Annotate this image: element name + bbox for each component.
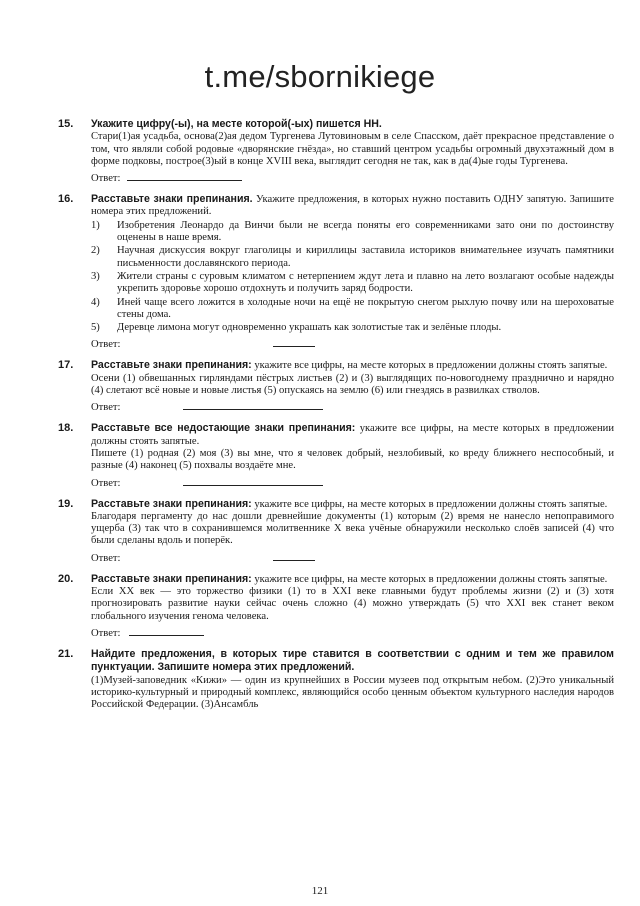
task-question xyxy=(91,193,614,219)
item-number: 1) xyxy=(91,219,100,231)
item-number: 3) xyxy=(91,270,100,282)
task-text: Пишете (1) родная (2) моя (3) вы мне, что я человек добрый, незлобивый, ко вреду ближнего неспособный, и разные (4) наконец (5) похвалы воздаёте мне. xyxy=(91,447,614,472)
task-question-rest: Укажите предложения, в которых нужно поставить ОДНУ запятую. Запишите номера этих предложений. xyxy=(91,194,614,218)
answer-label: Ответ: xyxy=(91,339,121,351)
task-question-bold: Расставьте все недостающие знаки препинания: xyxy=(91,422,356,435)
task-question-bold: Расставьте знаки препинания: xyxy=(91,359,252,372)
task-number: 15. xyxy=(58,118,74,130)
task-question xyxy=(91,422,614,448)
item-text: Жители страны с суровым климатом с нетерпением ждут лета и плавно на лето возлагают особые надежды укрепить здоровье хорошо отдохнуть и получить заряд бодрости. xyxy=(117,270,614,295)
answer-field[interactable] xyxy=(183,476,323,486)
item-number: 2) xyxy=(91,245,100,257)
task-question-bold: Расставьте знаки препинания: xyxy=(91,572,252,585)
answer-field[interactable] xyxy=(183,400,323,410)
answer-line xyxy=(91,337,614,351)
task-number: 21. xyxy=(58,647,74,660)
task-question-bold: Расставьте знаки препинания. xyxy=(91,193,253,206)
task-text: (1)Музей-заповедник «Кижи» — один из крупнейших в России музеев под открытым небом. (2)Это уникальный историко-культурный и природный комплекс, являющийся особо ценным объектом культурного наследия народов Российской Федерации. (3)Ансамбль xyxy=(91,674,614,711)
answer-line xyxy=(91,626,614,640)
task-15 xyxy=(58,118,614,185)
answer-label: Ответ: xyxy=(91,477,121,489)
item-text: Изобретения Леонардо да Винчи были не всегда поняты его современниками зато они по достоинству оценены в наше время. xyxy=(117,219,614,244)
task-18 xyxy=(58,422,614,489)
answer-field[interactable] xyxy=(129,626,204,636)
answer-line xyxy=(91,400,614,414)
task-text: Осени (1) обвешанных гирляндами пёстрых листьев (2) и (3) выглядящих по-новогоднему празднично и нарядно (4) слетают всё новые и новые листья (5) опускаясь на землю (6) или гнездясь в развилках стволов. xyxy=(91,372,614,397)
answer-line xyxy=(91,171,614,185)
task-question-rest: укажите все цифры, на месте которых в предложении должны стоять запятые. xyxy=(251,498,608,510)
answer-label: Ответ: xyxy=(91,402,121,414)
answer-field[interactable] xyxy=(127,171,242,181)
task-number: 17. xyxy=(58,359,74,372)
task-question-text: Укажите цифру(-ы), на месте которой(-ых) пишется НН. xyxy=(91,118,382,130)
task-text: Благодаря пергаменту до нас дошли древнейшие документы (1) которым (2) время не нанесло непоправимого ущерба (3) так что в сохранившемся молитвеннике X века учёные обнаружили несколько слоёв записей (4) что были сделаны вдоль и поперёк. xyxy=(91,510,614,547)
task-question-bold: Расставьте знаки препинания: xyxy=(91,497,252,510)
task-question xyxy=(91,498,614,511)
list-item xyxy=(91,245,614,270)
list-item xyxy=(91,271,614,296)
task-question-rest: укажите все цифры, на месте которых в предложении должны стоять запятые. xyxy=(251,360,608,372)
task-question xyxy=(91,118,614,131)
answer-line xyxy=(91,551,614,565)
task-question xyxy=(91,648,614,675)
task-question-rest: укажите все цифры, на месте которых в предложении должны стоять запятые. xyxy=(91,423,614,447)
item-number: 4) xyxy=(91,296,100,308)
task-question-text: Найдите предложения, в которых тире ставится в соответствии с одним и тем же правилом пунктуации. Запишите номера этих предложений. xyxy=(91,647,614,674)
tasks-container xyxy=(58,118,614,719)
task-number: 19. xyxy=(58,497,74,510)
task-19 xyxy=(58,498,614,565)
task-question xyxy=(91,573,614,586)
answer-label: Ответ: xyxy=(91,627,121,639)
item-text: Научная дискуссия вокруг глаголицы и кириллицы заставила историков внимательнее изучать памятники письменности дославянского периода. xyxy=(117,245,614,269)
task-17 xyxy=(58,359,614,414)
task-number: 16. xyxy=(58,193,74,206)
watermark-text: t.me/sbornikiege xyxy=(204,59,436,94)
answer-field[interactable] xyxy=(273,337,315,347)
task-number: 20. xyxy=(58,572,74,585)
task-16 xyxy=(58,193,614,351)
task-question-rest: укажите все цифры, на месте которых в предложении должны стоять запятые. xyxy=(251,573,608,585)
item-text: Иней чаще всего ложится в холодные ночи на ещё не покрытую снегом рыхлую почву или на шероховатые стены дома. xyxy=(117,296,614,320)
answer-label: Ответ: xyxy=(91,552,121,564)
answer-line xyxy=(91,476,614,490)
task-21 xyxy=(58,648,614,711)
list-item xyxy=(91,220,614,245)
task-20 xyxy=(58,573,614,640)
item-number: 5) xyxy=(91,322,100,334)
answer-label: Ответ: xyxy=(91,173,121,185)
list-item xyxy=(91,322,614,334)
task-number: 18. xyxy=(58,422,74,435)
answer-field[interactable] xyxy=(273,551,315,561)
sentence-list xyxy=(91,220,614,335)
task-text: Если XX век — это торжество физики (1) то в XXI веке главными будут проблемы жизни (2) и (3) хотя прогнозировать развитие науки сейчас очень сложно (4) можно утверждать (5) что XXI век станет веком глобального изучения генома человека. xyxy=(91,586,614,622)
task-text: Стари(1)ая усадьба, основа(2)ая дедом Тургенева Лутовиновым в селе Спасском, даёт прекрасное представление о том, что являли собой родовые «дворянские гнёзда», но ставший центром усадьбы огромный двухэтажный дом в форме подковы, построе(3)ый в конце XVIII века, выглядит сегодня не так, как в да(4)ые годы Тургенева. xyxy=(91,131,614,167)
task-question xyxy=(91,359,614,372)
item-text: Деревце лимона могут одновременно украшать как золотистые так и зелёные плоды. xyxy=(117,322,502,334)
page-number: 121 xyxy=(311,885,329,897)
list-item xyxy=(91,297,614,322)
